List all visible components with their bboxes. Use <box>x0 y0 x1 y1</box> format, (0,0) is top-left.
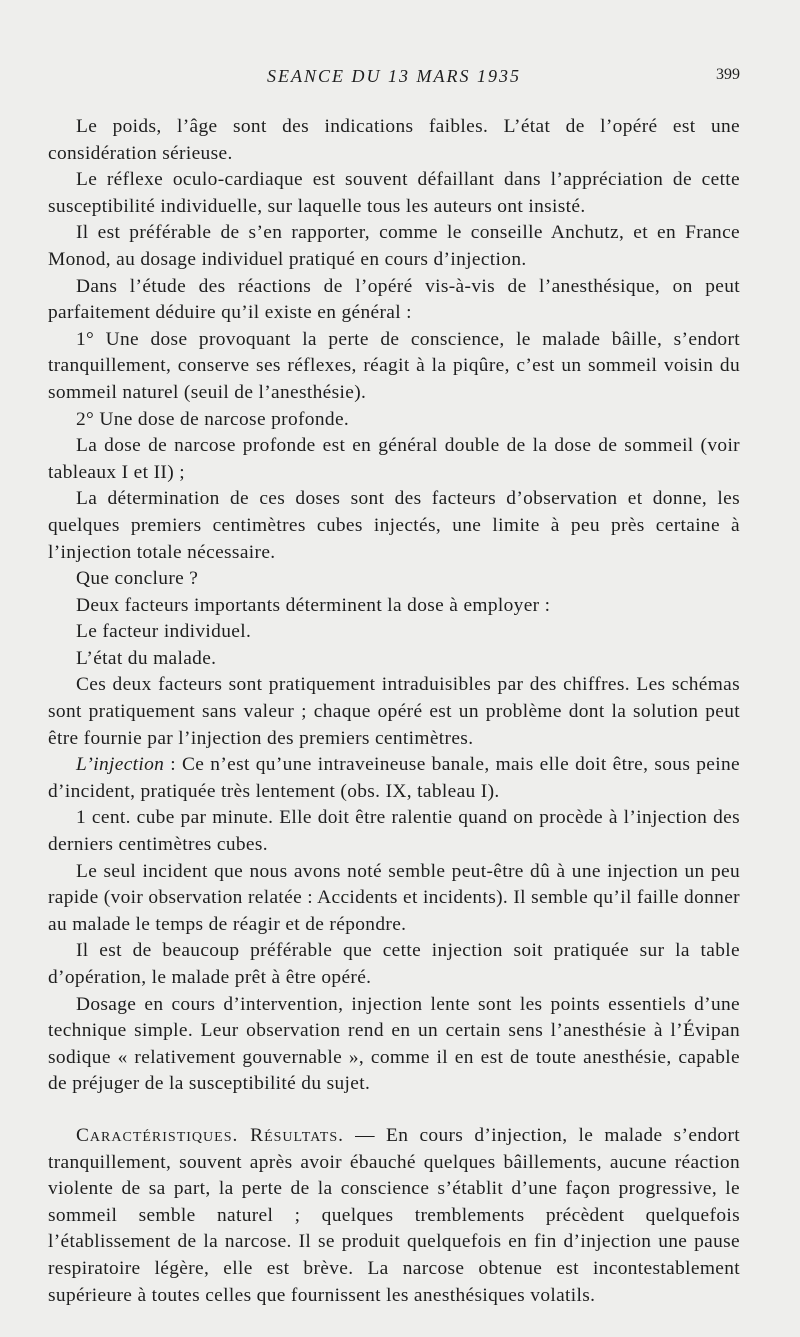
body-text <box>48 114 740 1309</box>
injection-text: : Ce n’est qu’une intraveineuse banale, mais elle doit être, sous peine d’incident, pratiquée très lentement (obs. IX, tableau I). <box>48 754 740 802</box>
paragraph: L’état du malade. <box>76 647 217 669</box>
paragraph: 1° Une dose provoquant la perte de conscience, le malade bâille, s’endort tranquillement, conserve ses réflexes, réagit à la piqûre, c’est un sommeil voisin du sommeil naturel (seuil de l’anesthésie). <box>48 328 740 403</box>
paragraph: 2° Une dose de narcose profonde. <box>76 408 350 430</box>
paragraph: Le poids, l’âge sont des indications faibles. L’état de l’opéré est une considération sérieuse. <box>48 116 740 164</box>
injection-paragraph <box>48 752 740 805</box>
paragraph: Dans l’étude des réactions de l’opéré vis-à-vis de l’anesthésique, on peut parfaitement déduire qu’il existe en général : <box>48 275 740 324</box>
paragraph: 1 cent. cube par minute. Elle doit être ralentie quand on procède à l’injection des derniers centimètres cubes. <box>48 807 740 856</box>
paragraph: La dose de narcose profonde est en général double de la dose de sommeil (voir tableaux I et II) ; <box>48 435 740 483</box>
paragraph: Dosage en cours d’intervention, injection lente sont les points essentiels d’une technique simple. Leur observation rend en un certain sens l’anesthésie à l’Évipan sodique « relativement gouvernable », comme il en est de toute anesthésie, capable de préjuger de la susceptibilité du sujet. <box>48 993 740 1095</box>
paragraph: La détermination de ces doses sont des facteurs d’observation et donne, les quelques premiers centimètres cubes injectés, une limite à peu près certaine à l’injection totale nécessaire. <box>48 488 740 563</box>
paragraph: Que conclure ? <box>76 568 199 590</box>
paragraph: Il est de beaucoup préférable que cette injection soit pratiquée sur la table d’opération, le malade prêt à être opéré. <box>48 940 740 988</box>
results-heading: Caractéristiques. Résultats. <box>76 1124 344 1146</box>
paragraph: Deux facteurs importants déterminent la dose à employer : <box>76 594 551 616</box>
page-number: 399 <box>716 66 740 83</box>
header-title: SEANCE DU 13 MARS 1935 <box>267 66 521 86</box>
paragraph: Il est préférable de s’en rapporter, comme le conseille Anchutz, et en France Monod, au dosage individuel pratiqué en cours d’injection. <box>48 222 740 270</box>
results-paragraph <box>48 1123 740 1309</box>
results-text: — En cours d’injection, le malade s’endort tranquillement, souvent après avoir ébauché quelques bâillements, aucune réaction violente de sa part, la perte de la conscience s’établit d’une façon progressive, le sommeil semble naturel ; quelques tremblements précèdent quelquefois l’établissement de la narcose. Il se produit quelquefois en fin d’injection une pause respiratoire légère, elle est brève. La narcose obtenue est incontestablement supérieure à toutes celles que fournissent les anesthésiques volatils. <box>48 1124 740 1306</box>
paragraph: Le réflexe oculo-cardiaque est souvent défaillant dans l’appréciation de cette susceptibilité individuelle, sur laquelle tous les auteurs ont insisté. <box>48 169 740 217</box>
document-page <box>48 66 740 1309</box>
section-spacer <box>48 1098 740 1123</box>
paragraph: Ces deux facteurs sont pratiquement intraduisibles par des chiffres. Les schémas sont pratiquement sans valeur ; chaque opéré est un problème dont la solution peut être fournie par l’injection des premiers centimètres. <box>48 674 740 749</box>
injection-label: L’injection <box>76 754 165 776</box>
paragraph: Le facteur individuel. <box>76 621 252 643</box>
running-header <box>48 66 740 96</box>
paragraph: Le seul incident que nous avons noté semble peut-être dû à une injection un peu rapide (voir observation relatée : Accidents et incidents). Il semble qu’il faille donner au malade le temps de réagir et de répondre. <box>48 860 740 935</box>
